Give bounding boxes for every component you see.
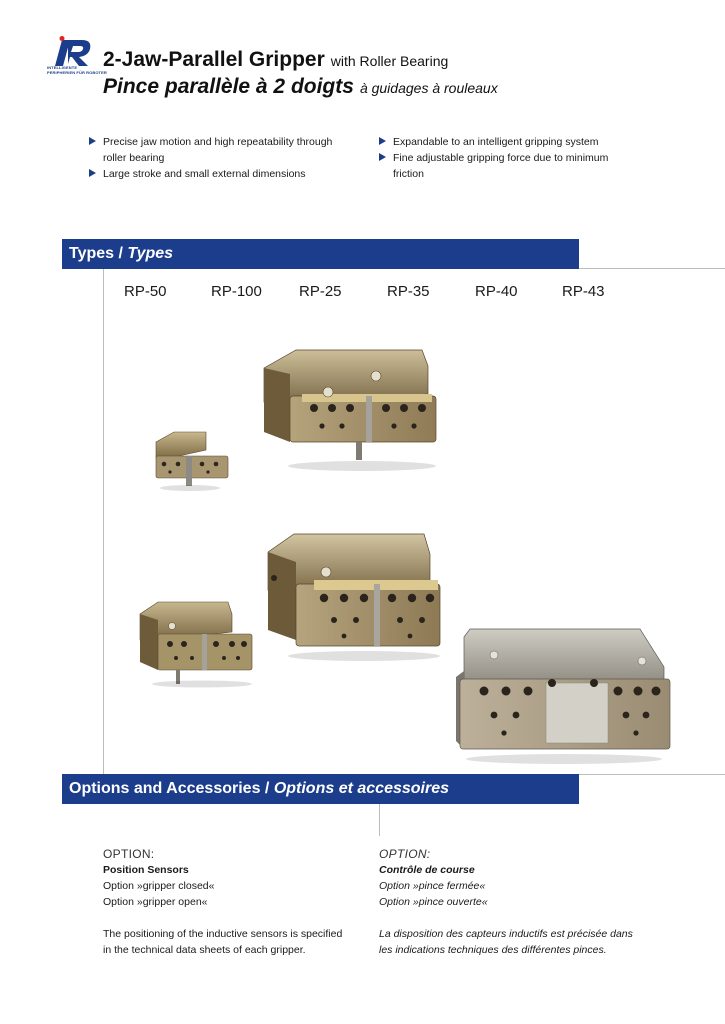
gripper-image-small-1 — [150, 428, 232, 492]
logo-tagline-line-1: INTELLIGENTE — [47, 65, 78, 70]
title-en-main: 2-Jaw-Parallel Gripper — [103, 48, 325, 71]
gripper-image-large-2 — [264, 532, 444, 664]
option-note-line: les indications techniques des différentes pinces. — [379, 944, 607, 956]
bullet-triangle-icon — [379, 153, 386, 161]
options-heading-en: Options and Accessories — [69, 780, 261, 797]
feature-list-left — [89, 134, 344, 182]
option-title: Position Sensors — [103, 864, 189, 876]
title-english — [103, 48, 448, 72]
bullet-triangle-icon — [89, 169, 96, 177]
option-item: Option »gripper open« — [103, 896, 208, 908]
option-note-line: The positioning of the inductive sensors is specified — [103, 928, 343, 940]
heading-separator: / — [260, 780, 274, 797]
types-heading-en: Types — [69, 245, 115, 262]
feature-item — [89, 134, 344, 166]
options-heading-fr: Options et accessoires — [273, 780, 449, 797]
option-item: Option »pince ouverte« — [379, 896, 488, 908]
title-fr-sub: à guidages à rouleaux — [359, 80, 498, 96]
types-heading-fr: Types — [127, 245, 174, 262]
option-label: OPTION: — [103, 847, 155, 861]
types-header-rule — [579, 268, 725, 269]
type-label-rp-50: RP-50 — [124, 283, 167, 300]
logo-tagline-line-2: PERIPHERIEN FÜR ROBOTER — [47, 69, 107, 75]
option-note-line: La disposition des capteurs inductifs est précisée dans — [379, 928, 633, 940]
types-section-header — [62, 239, 579, 269]
heading-separator: / — [114, 245, 128, 262]
feature-item — [379, 150, 629, 182]
gripper-image-steel — [454, 627, 672, 767]
feature-text: Large stroke and small external dimensions — [103, 168, 306, 180]
type-label-rp-35: RP-35 — [387, 283, 430, 300]
type-label-rp-25: RP-25 — [299, 283, 342, 300]
feature-list-right — [379, 134, 629, 182]
options-section-header — [62, 774, 579, 804]
option-block-french — [379, 846, 679, 958]
bullet-triangle-icon — [89, 137, 96, 145]
feature-text: Expandable to an intelligent gripping system — [393, 136, 599, 148]
title-french — [103, 75, 498, 99]
gripper-image-medium — [136, 600, 256, 690]
type-label-rp-40: RP-40 — [475, 283, 518, 300]
gripper-image-large-1 — [262, 346, 440, 474]
logo-tagline — [47, 66, 107, 75]
option-title: Contrôle de course — [379, 864, 475, 876]
title-fr-main: Pince parallèle à 2 doigts — [103, 75, 354, 98]
type-label-rp-100: RP-100 — [211, 283, 262, 300]
option-note-line: in the technical data sheets of each gripper. — [103, 944, 306, 956]
option-item: Option »gripper closed« — [103, 880, 215, 892]
option-item: Option »pince fermée« — [379, 880, 486, 892]
feature-text: Fine adjustable gripping force due to minimum friction — [393, 152, 609, 180]
feature-item — [379, 134, 629, 150]
types-bottom-rule — [579, 774, 725, 775]
option-block-english — [103, 846, 363, 958]
type-label-rp-43: RP-43 — [562, 283, 605, 300]
feature-text: Precise jaw motion and high repeatability through roller bearing — [103, 136, 333, 164]
option-label: OPTION: — [379, 847, 431, 861]
types-left-rule — [103, 269, 104, 774]
bullet-triangle-icon — [379, 137, 386, 145]
feature-item — [89, 166, 344, 182]
title-en-sub: with Roller Bearing — [330, 53, 449, 69]
options-divider — [379, 804, 380, 836]
